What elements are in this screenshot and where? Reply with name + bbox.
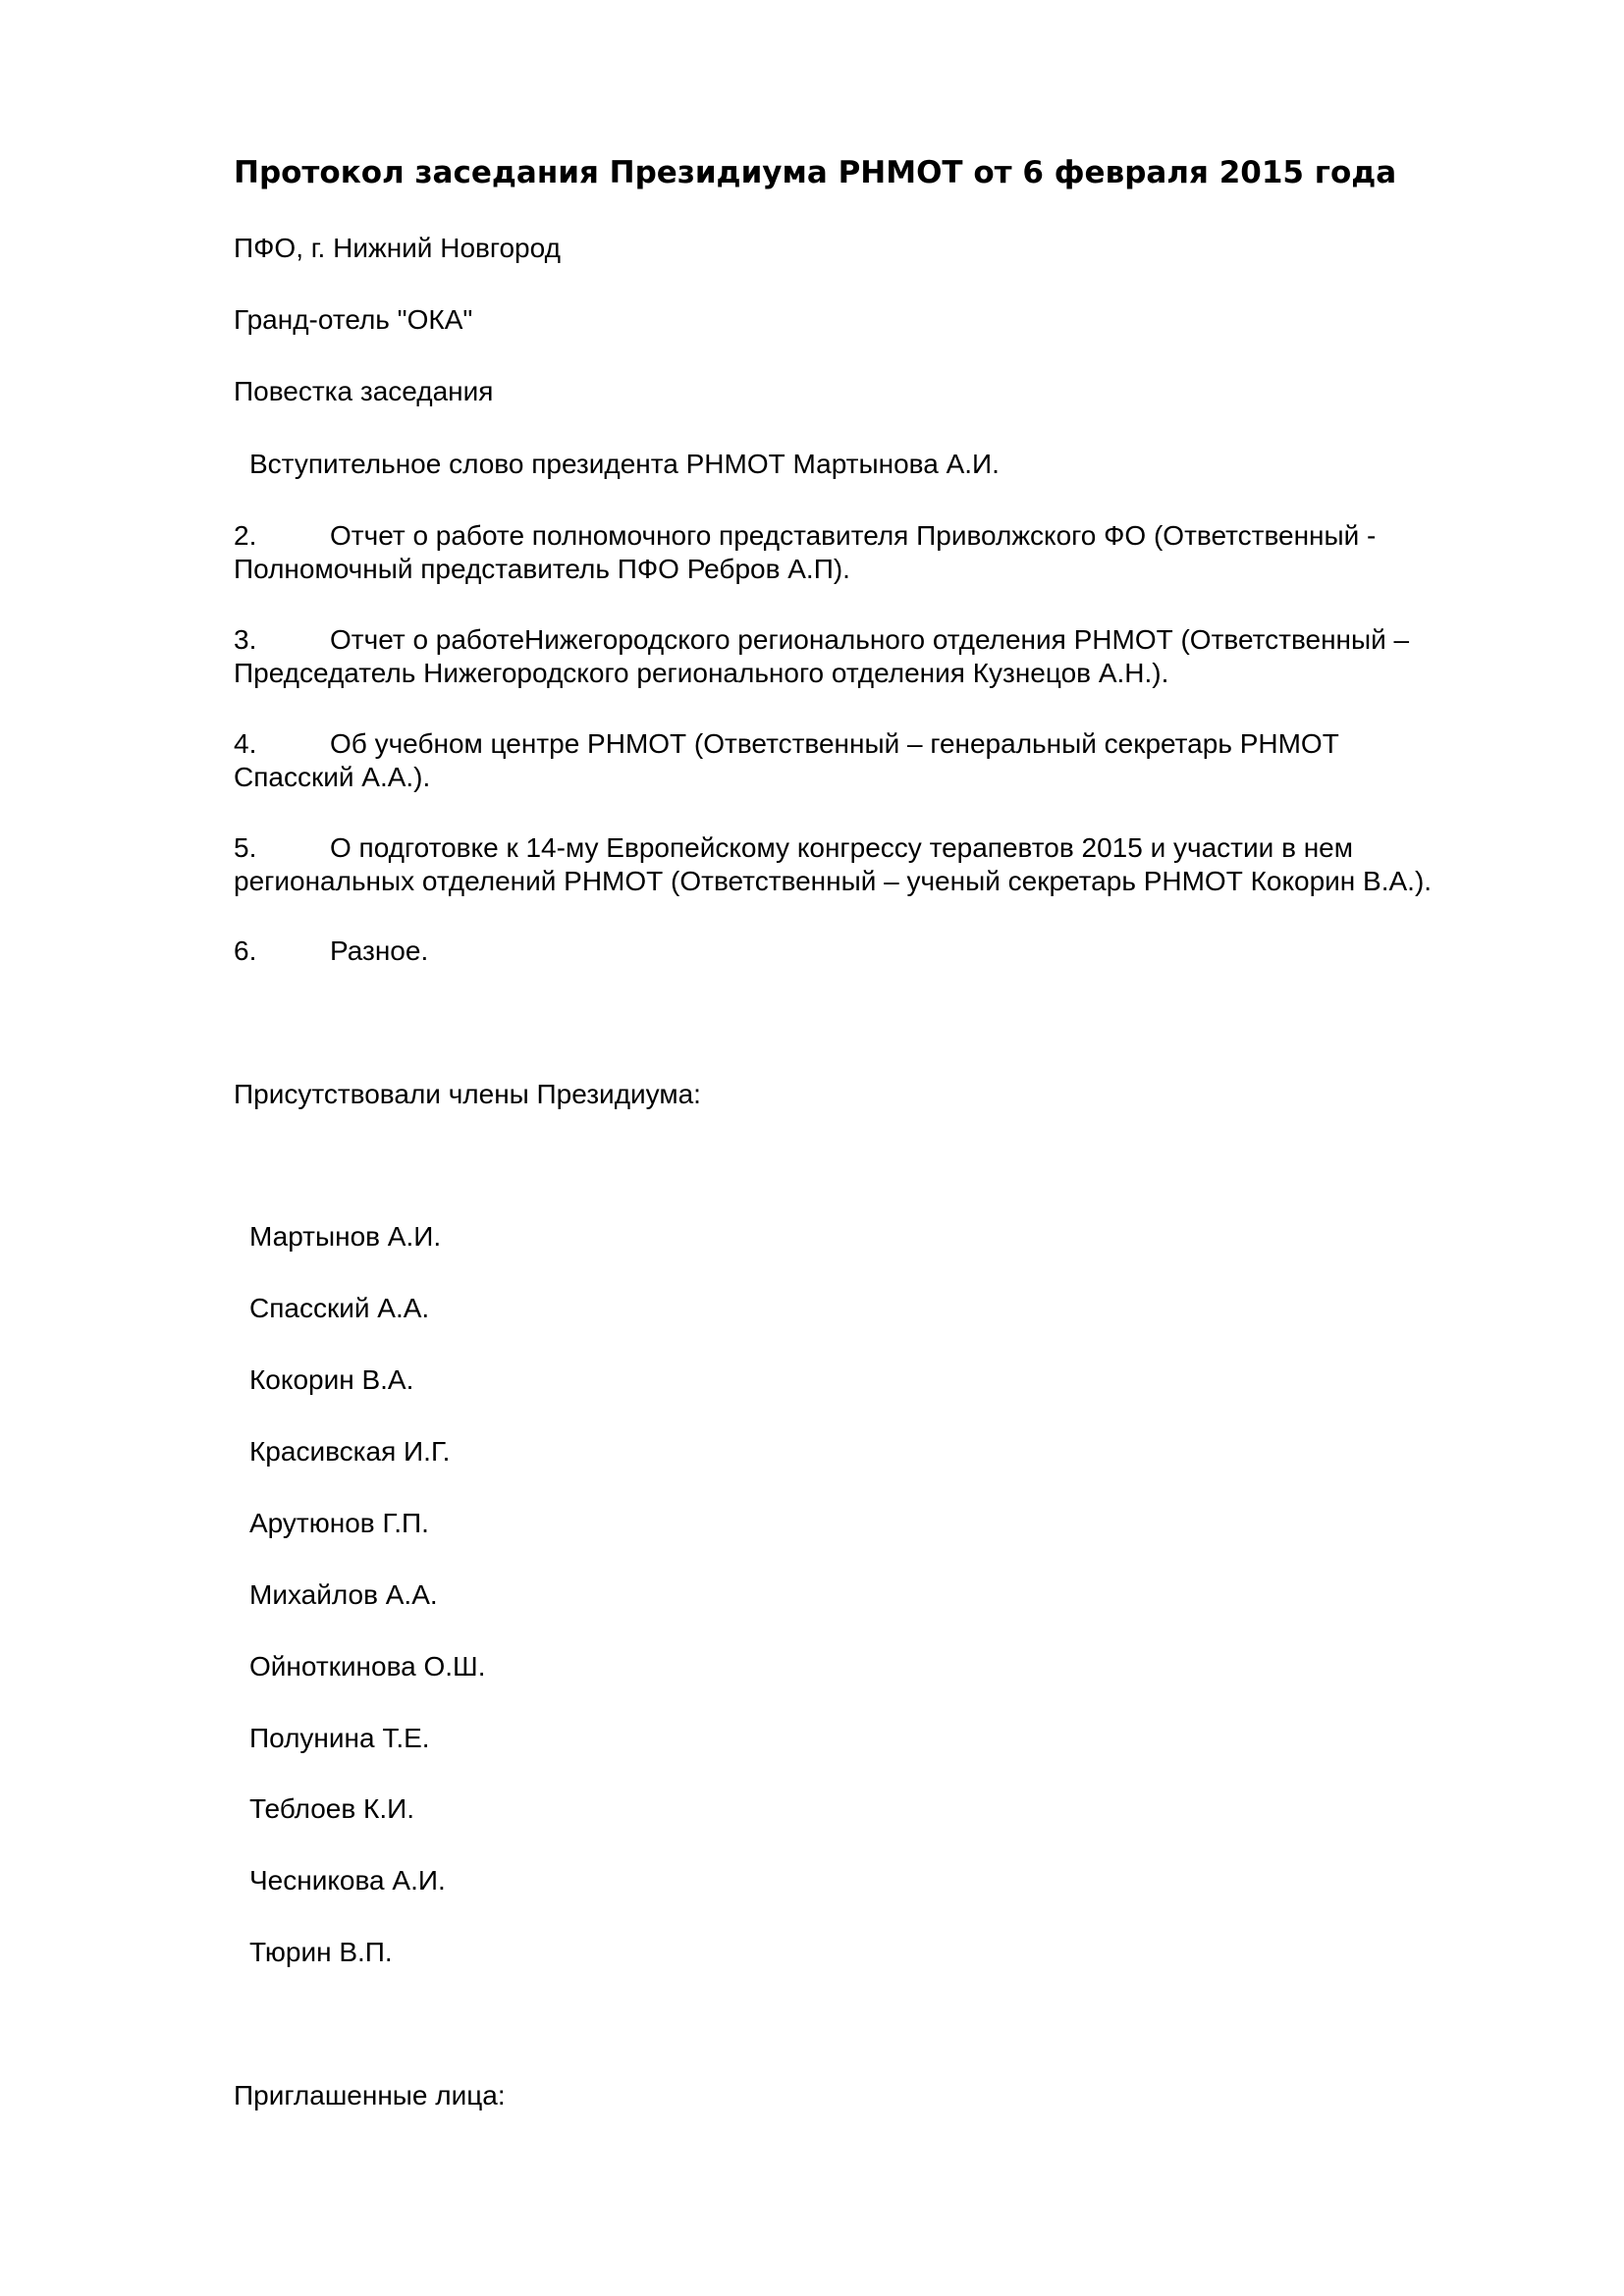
location-text: ПФО, г. Нижний Новгород: [234, 233, 561, 263]
attendee-name: Тюрин В.П.: [249, 1937, 393, 1967]
agenda-item-2: [234, 519, 1510, 586]
attendee-name: Михайлов А.А.: [249, 1579, 438, 1610]
agenda-item-text-continued: Полномочный представитель ПФО Ребров А.П).: [234, 554, 850, 584]
attendee-name: Красивская И.Г.: [249, 1436, 451, 1467]
invited-heading: Приглашенные лица:: [234, 2080, 506, 2110]
agenda-item-text-continued: Председатель Нижегородского регионального отделения Кузнецов А.Н.).: [234, 658, 1169, 688]
attendee-name: Спасский А.А.: [249, 1293, 430, 1323]
agenda-item-text: Разное.: [330, 935, 429, 966]
agenda-item-3: [234, 623, 1510, 690]
agenda-item-5: [234, 831, 1510, 898]
attendee-name: Полунина Т.Е.: [249, 1723, 430, 1753]
attendee-name: Теблоев К.И.: [249, 1793, 415, 1824]
attendee-name: Чесникова А.И.: [249, 1865, 446, 1896]
agenda-item-text: Об учебном центре РНМОТ (Ответственный – генеральный секретарь РНМОТ: [330, 728, 1339, 759]
attendee-name: Ойноткинова О.Ш.: [249, 1651, 486, 1682]
agenda-intro: Вступительное слово президента РНМОТ Мартынова А.И.: [249, 449, 1000, 479]
agenda-heading: Повестка заседания: [234, 376, 494, 406]
agenda-item-text-continued: региональных отделений РНМОТ (Ответственный – ученый секретарь РНМОТ Кокорин В.А.).: [234, 866, 1433, 896]
agenda-item-number: 3.: [234, 624, 257, 655]
agenda-item-6: [234, 934, 1510, 968]
agenda-item-number: 5.: [234, 832, 257, 863]
agenda-item-number: 4.: [234, 728, 257, 759]
document-title: Протокол заседания Президиума РНМОТ от 6 февраля 2015 года: [234, 155, 1397, 190]
agenda-item-number: 2.: [234, 520, 257, 551]
agenda-item-text: О подготовке к 14-му Европейскому конгрессу терапевтов 2015 и участии в нем: [330, 832, 1354, 863]
agenda-item-4: [234, 727, 1510, 794]
agenda-item-text: Отчет о работеНижегородского регионального отделения РНМОТ (Ответственный –: [330, 624, 1410, 655]
agenda-item-text-continued: Спасский А.А.).: [234, 762, 431, 792]
attendee-name: Арутюнов Г.П.: [249, 1508, 429, 1538]
attendee-name: Кокорин В.А.: [249, 1364, 414, 1395]
attendee-name: Мартынов А.И.: [249, 1221, 442, 1252]
agenda-item-text: Отчет о работе полномочного представителя Приволжского ФО (Ответственный -: [330, 520, 1377, 551]
agenda-item-number: 6.: [234, 935, 257, 966]
venue-text: Гранд-отель "ОКА": [234, 304, 473, 335]
attendees-heading: Присутствовали члены Президиума:: [234, 1079, 701, 1109]
